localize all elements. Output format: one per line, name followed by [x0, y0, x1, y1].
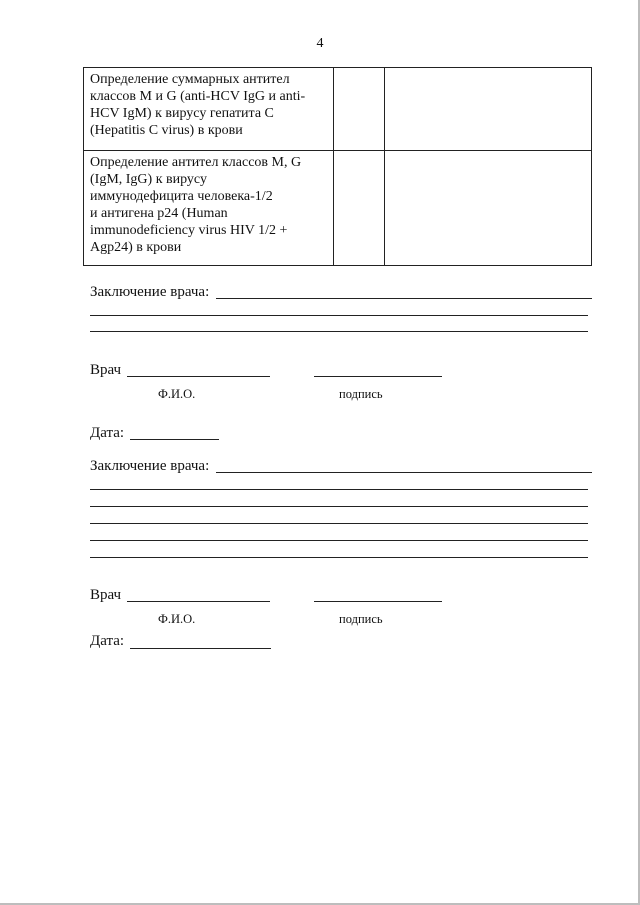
- signature-caption: подпись: [339, 387, 383, 401]
- mark-cell[interactable]: [334, 68, 385, 151]
- doctor-label: Врач: [90, 362, 122, 378]
- fio-caption: Ф.И.О.: [158, 612, 196, 626]
- date-label: Дата:: [90, 633, 125, 649]
- signature-line[interactable]: [314, 376, 442, 377]
- doctor-label: Врач: [90, 587, 122, 603]
- date-line[interactable]: [130, 648, 271, 649]
- signature-line[interactable]: [314, 601, 442, 602]
- conclusion-label: Заключение врача:: [90, 284, 210, 300]
- test-name-cell: [84, 68, 334, 151]
- conclusion-line[interactable]: [90, 506, 588, 507]
- test-name-cell: [84, 151, 334, 266]
- test-name-hcv: Определение суммарных антител классов M и G (anti-HCV IgG и anti- HCV IgM) к вирусу гепатита C (Hepatitis C virus) в крови: [90, 72, 306, 138]
- test-name-hiv: Определение антител классов M, G (IgM, IgG) к вирусу иммунодефицита человека-1/2 и антигена p24 (Human immunodeficiency virus HIV 1/2 + Agp24) в крови: [90, 155, 302, 255]
- result-cell[interactable]: [385, 68, 592, 151]
- table-row: [84, 68, 592, 151]
- conclusion-line[interactable]: [216, 298, 592, 299]
- doctor-name-line[interactable]: [127, 601, 270, 602]
- conclusion-label: Заключение врача:: [90, 458, 210, 474]
- date-label: Дата:: [90, 425, 125, 441]
- result-cell[interactable]: [385, 151, 592, 266]
- conclusion-line[interactable]: [90, 540, 588, 541]
- fio-caption: Ф.И.О.: [158, 387, 196, 401]
- conclusion-line[interactable]: [90, 523, 588, 524]
- tests-table: [83, 67, 592, 266]
- conclusion-line[interactable]: [216, 472, 592, 473]
- table-row: [84, 151, 592, 266]
- signature-caption: подпись: [339, 612, 383, 626]
- date-line[interactable]: [130, 439, 219, 440]
- mark-cell[interactable]: [334, 151, 385, 266]
- conclusion-line[interactable]: [90, 489, 588, 490]
- conclusion-line[interactable]: [90, 557, 588, 558]
- conclusion-line[interactable]: [90, 315, 588, 316]
- page-number: 4: [316, 36, 324, 51]
- doctor-name-line[interactable]: [127, 376, 270, 377]
- conclusion-line[interactable]: [90, 331, 588, 332]
